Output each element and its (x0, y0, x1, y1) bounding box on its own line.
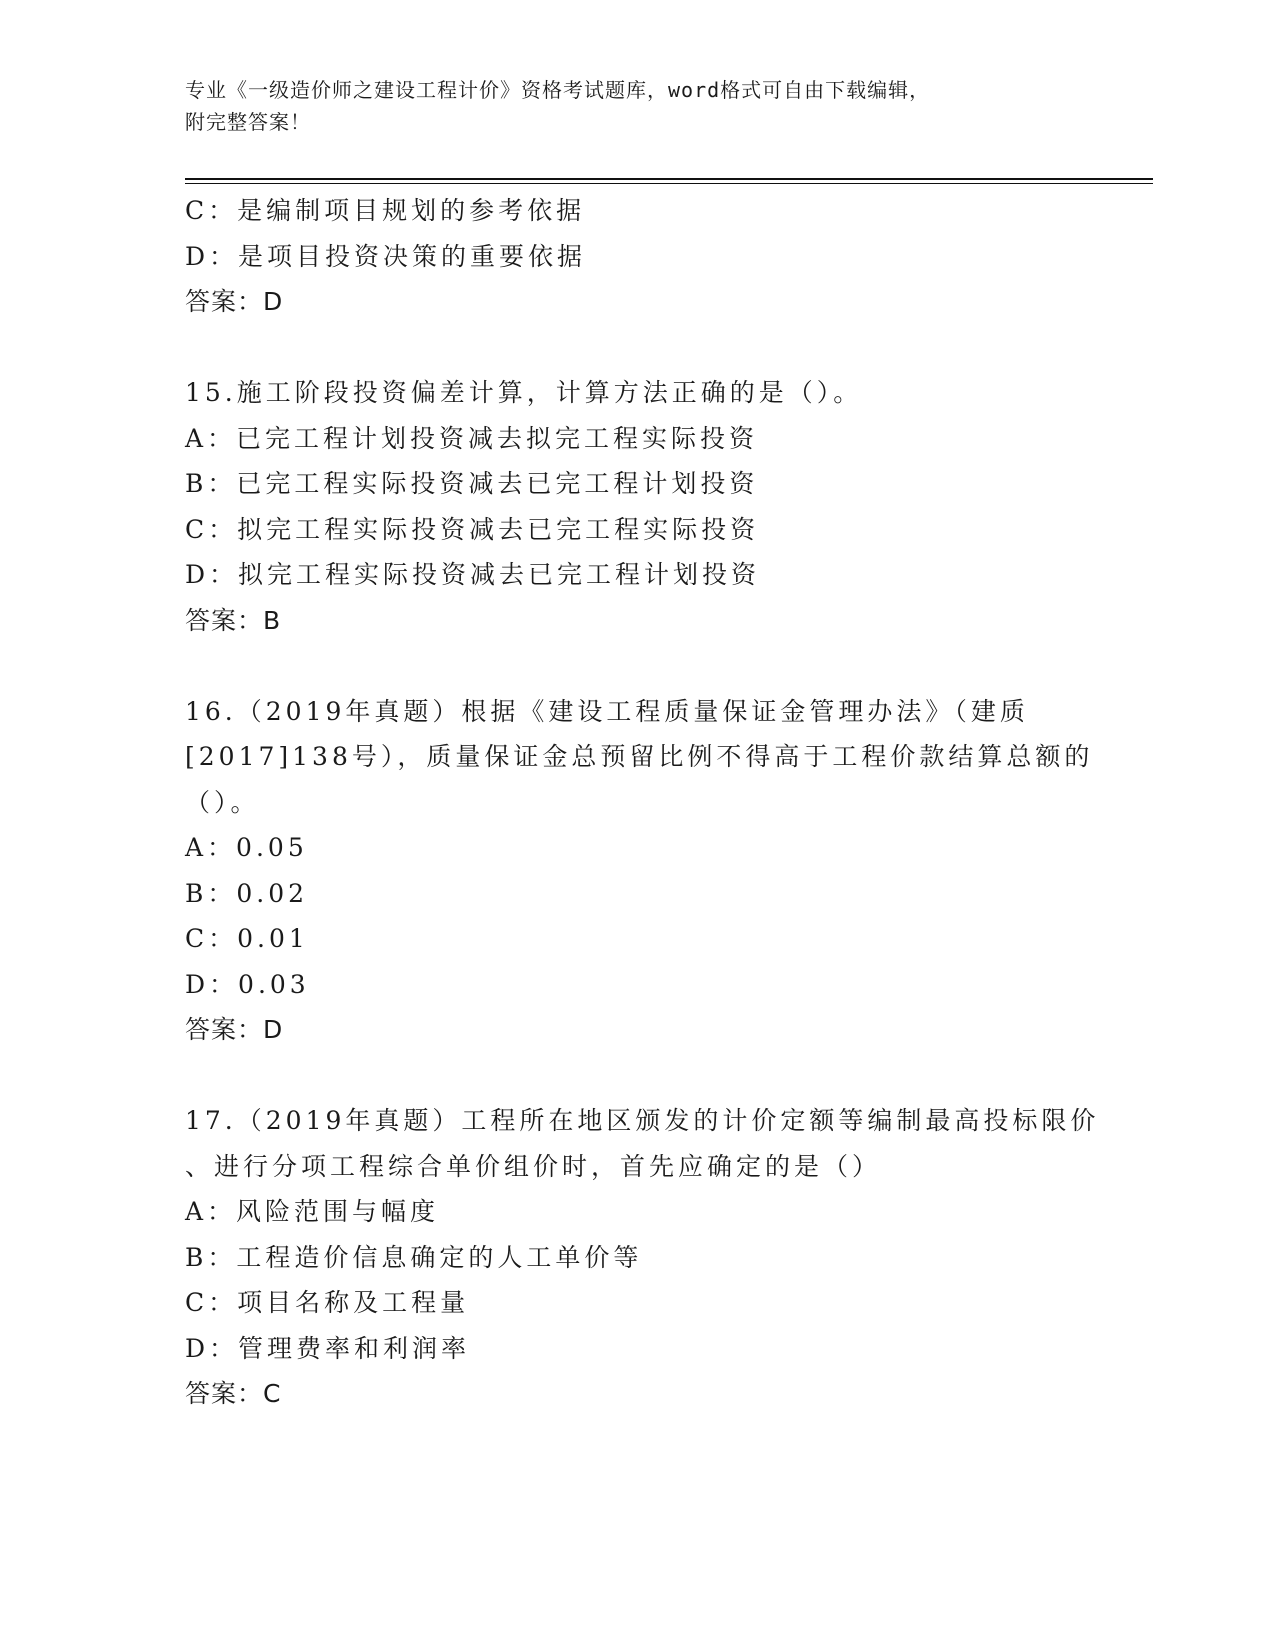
option-b: B：工程造价信息确定的人工单价等 (185, 1242, 643, 1272)
header-rule-thin (185, 183, 1153, 184)
question-stem: 17.（2019年真题）工程所在地区颁发的计价定额等编制最高投标限价 (185, 1106, 1100, 1135)
option-d: D：拟完工程实际投资减去已完工程计划投资 (185, 560, 761, 589)
question-17 (185, 1098, 1100, 1417)
question-stem: 16.（2019年真题）根据《建设工程质量保证金管理办法》（建质 (185, 696, 1029, 726)
question-14-tail (185, 188, 1085, 325)
option-b: B：已完工程实际投资减去已完工程计划投资 (185, 469, 759, 498)
question-stem: 15.施工阶段投资偏差计算，计算方法正确的是（）。 (185, 378, 863, 407)
option-a: A：风险范围与幅度 (185, 1197, 440, 1226)
header-line-1: 专业《一级造价师之建设工程计价》资格考试题库，word格式可自由下载编辑， (185, 78, 931, 102)
question-15 (185, 370, 1085, 643)
option-d: D：0.03 (185, 969, 310, 999)
answer: 答案：D (185, 1015, 284, 1044)
option-a: A：已完工程计划投资减去拟完工程实际投资 (185, 423, 759, 453)
answer: 答案：B (185, 605, 282, 635)
question-16 (185, 689, 1094, 1053)
header-rule-thick (185, 178, 1153, 180)
answer: 答案：D (185, 287, 284, 316)
option-c: C：项目名称及工程量 (185, 1288, 470, 1317)
option-a: A：0.05 (185, 833, 308, 862)
answer: 答案：C (185, 1379, 282, 1408)
option-c: C：拟完工程实际投资减去已完工程实际投资 (185, 514, 760, 544)
question-list (185, 188, 1100, 1417)
document-header (185, 74, 1065, 138)
option-c: C：0.01 (185, 924, 309, 953)
option-c: C：是编制项目规划的参考依据 (185, 196, 586, 225)
question-stem: 、进行分项工程综合单价组价时，首先应确定的是（） (185, 1151, 882, 1181)
option-d: D：是项目投资决策的重要依据 (185, 241, 587, 271)
question-stem: （）。 (185, 787, 260, 817)
header-line-2: 附完整答案！ (185, 110, 311, 134)
option-d: D：管理费率和利润率 (185, 1333, 471, 1363)
option-b: B：0.02 (185, 878, 309, 908)
question-stem: [2017]138号），质量保证金总预留比例不得高于工程价款结算总额的 (185, 742, 1094, 771)
